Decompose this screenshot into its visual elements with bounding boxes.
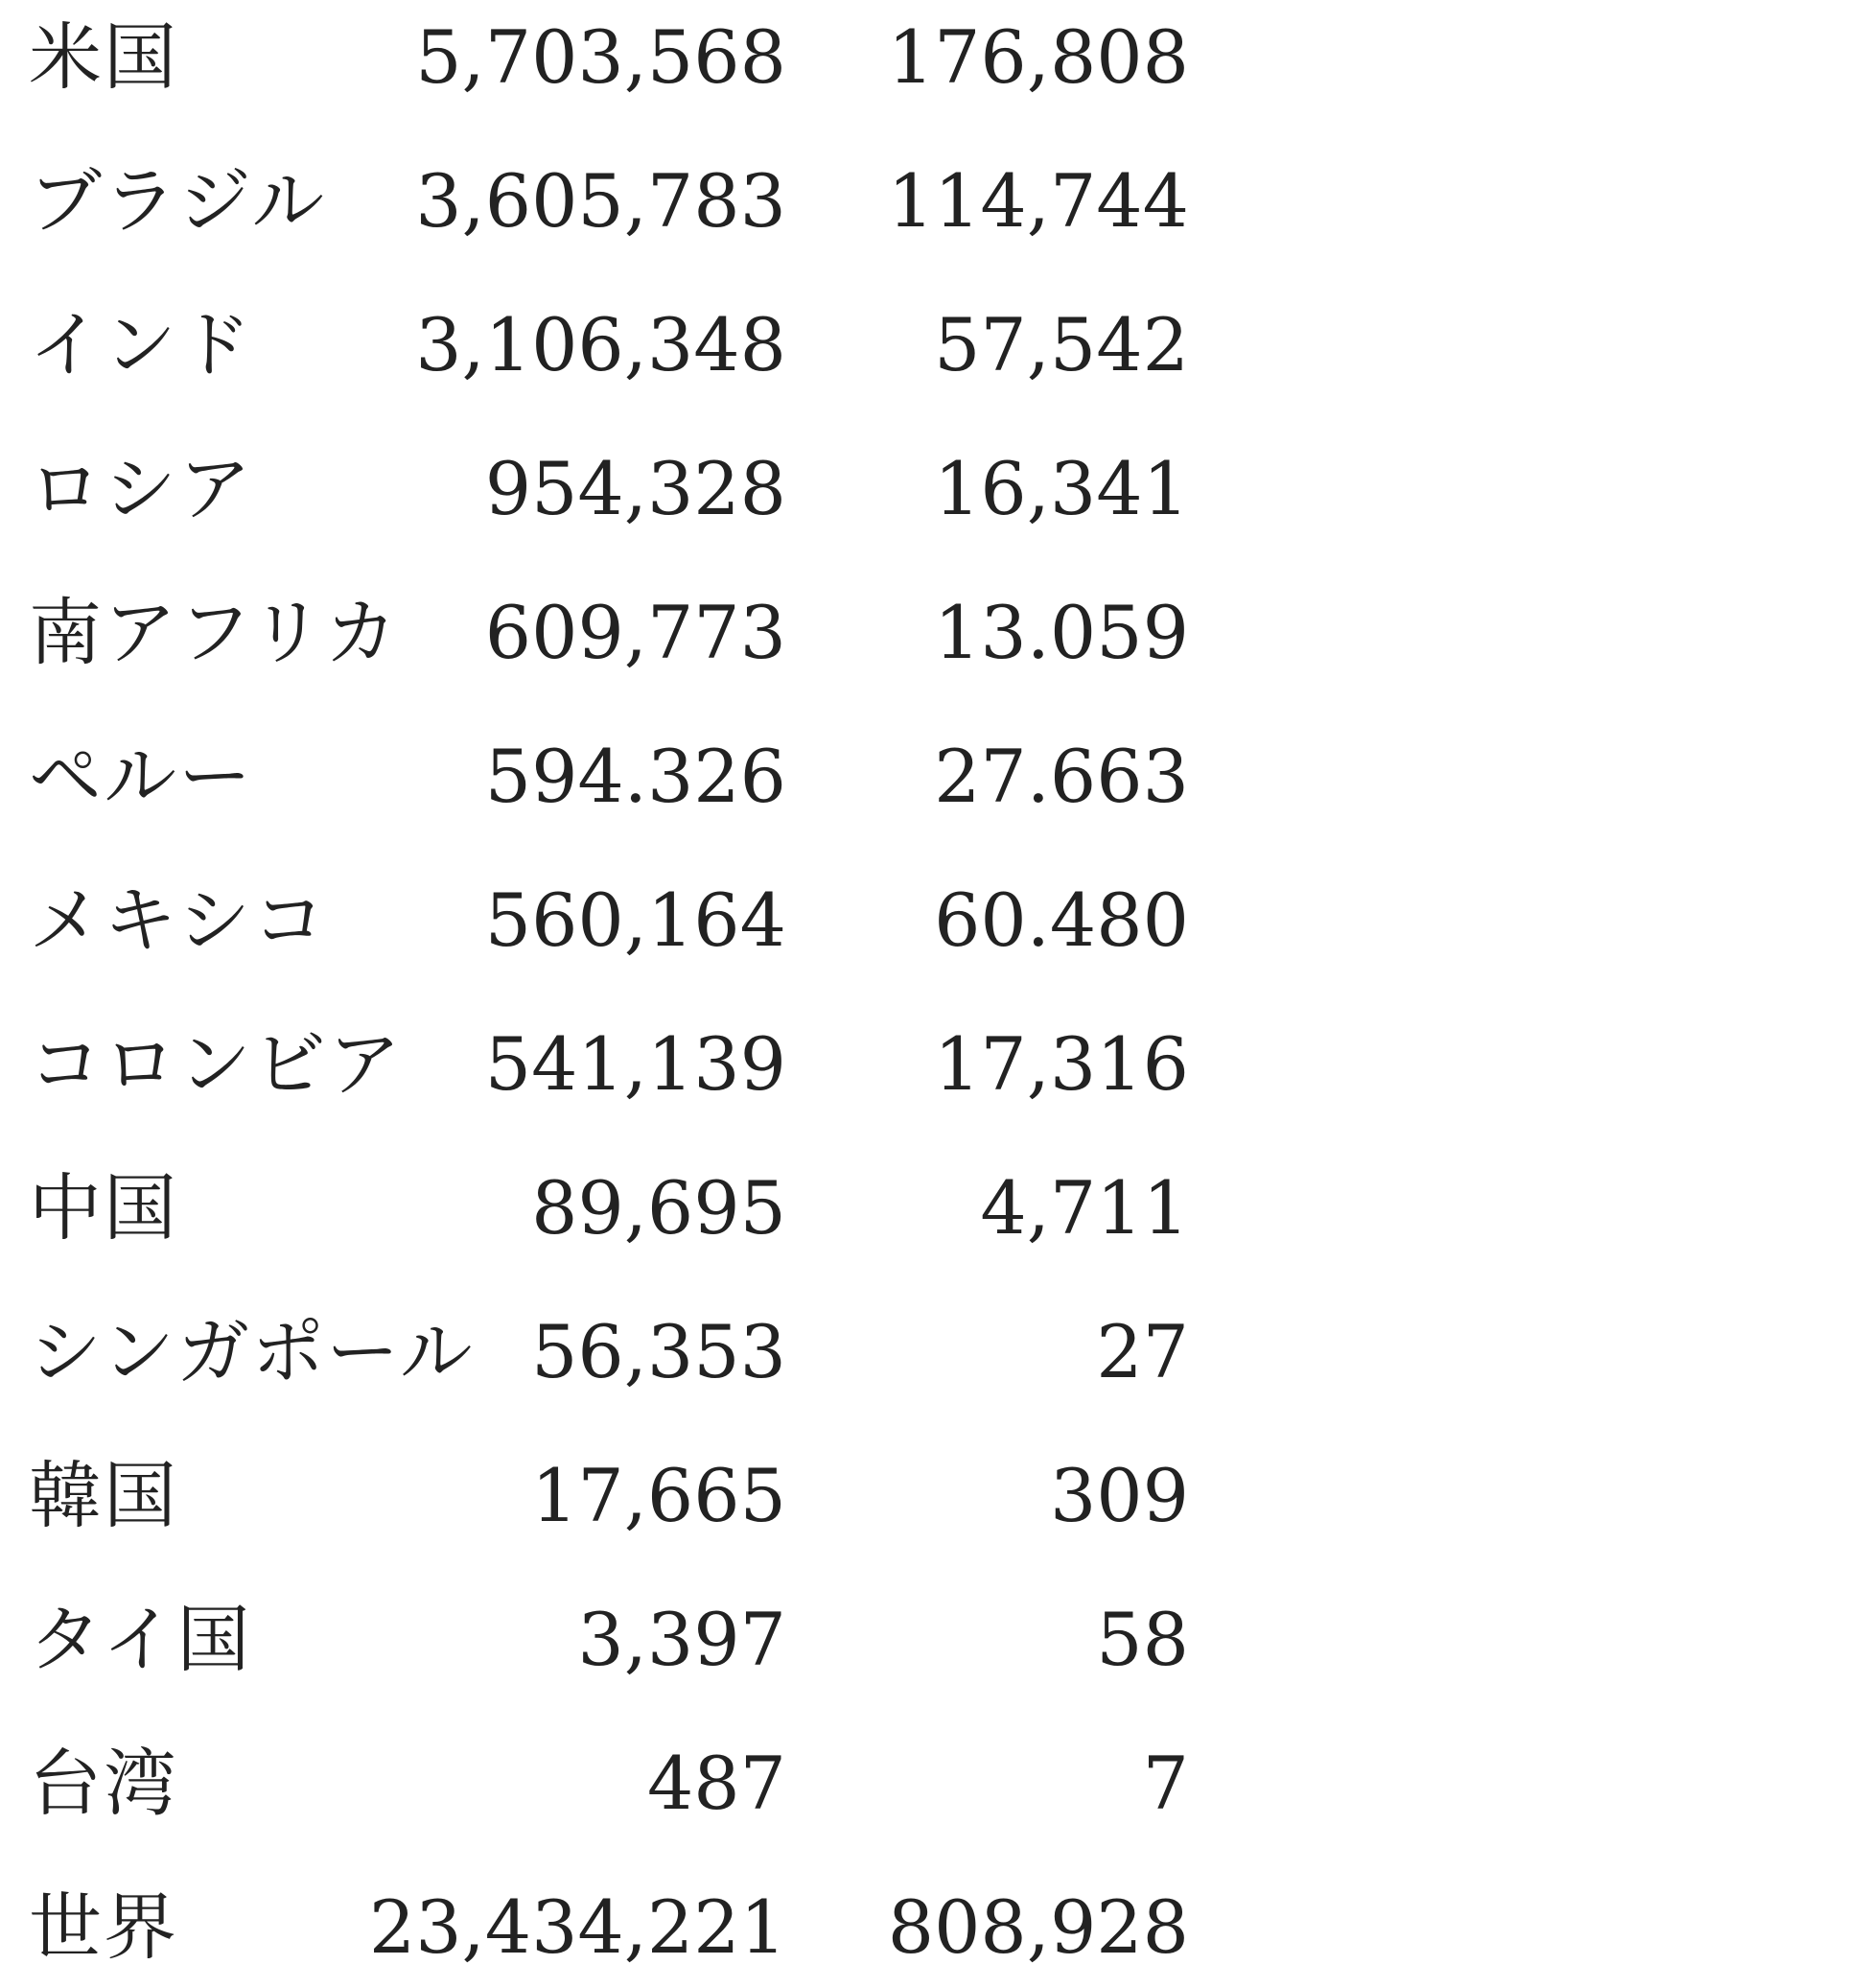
table-row bbox=[0, 1295, 1247, 1410]
cases-value: 594.326 bbox=[484, 734, 786, 819]
deaths-value: 309 bbox=[1049, 1453, 1189, 1538]
cases-value: 17,665 bbox=[531, 1453, 786, 1538]
cases-value: 560,164 bbox=[484, 877, 786, 963]
country-name: コロンビア bbox=[29, 1021, 403, 1107]
cases-value: 954,328 bbox=[484, 446, 786, 531]
deaths-value: 27.663 bbox=[934, 734, 1189, 819]
cases-value: 3,397 bbox=[577, 1597, 786, 1682]
country-name: メキシコ bbox=[29, 877, 328, 963]
table-row bbox=[0, 1582, 1247, 1697]
country-name: ペルー bbox=[29, 734, 253, 819]
country-name: ロシア bbox=[29, 446, 253, 531]
cases-value: 3,605,783 bbox=[415, 158, 786, 244]
cases-value: 3,106,348 bbox=[415, 302, 786, 387]
country-name: 中国 bbox=[29, 1165, 178, 1251]
table-row bbox=[0, 1726, 1247, 1841]
deaths-value: 4,711 bbox=[980, 1165, 1189, 1251]
deaths-value: 16,341 bbox=[934, 446, 1189, 531]
table-row bbox=[0, 1438, 1247, 1554]
country-name: 世界 bbox=[29, 1884, 178, 1970]
deaths-value: 808,928 bbox=[887, 1884, 1189, 1970]
deaths-value: 13.059 bbox=[934, 590, 1189, 675]
cases-value: 609,773 bbox=[484, 590, 786, 675]
country-name: シンガポール bbox=[29, 1309, 475, 1394]
cases-value: 89,695 bbox=[531, 1165, 786, 1251]
table-row bbox=[0, 575, 1247, 690]
deaths-value: 7 bbox=[1142, 1741, 1189, 1826]
deaths-value: 27 bbox=[1096, 1309, 1189, 1394]
table-row-total bbox=[0, 1870, 1247, 1985]
deaths-value: 114,744 bbox=[887, 158, 1189, 244]
deaths-value: 17,316 bbox=[934, 1021, 1189, 1107]
table-row bbox=[0, 432, 1247, 547]
country-name: インド bbox=[29, 302, 253, 387]
cases-value: 56,353 bbox=[531, 1309, 786, 1394]
country-name: ブラジル bbox=[29, 158, 327, 244]
cases-value: 23,434,221 bbox=[368, 1884, 786, 1970]
table-row bbox=[0, 719, 1247, 834]
cases-value: 541,139 bbox=[484, 1021, 786, 1107]
table-row bbox=[0, 288, 1247, 403]
country-name: 台湾 bbox=[29, 1741, 178, 1826]
cases-value: 5,703,568 bbox=[415, 14, 786, 100]
country-name: タイ国 bbox=[29, 1597, 252, 1682]
table-row bbox=[0, 863, 1247, 978]
cases-value: 487 bbox=[646, 1741, 786, 1826]
table-row bbox=[0, 0, 1247, 115]
deaths-value: 57,542 bbox=[934, 302, 1189, 387]
table-row bbox=[0, 144, 1247, 259]
deaths-value: 176,808 bbox=[887, 14, 1189, 100]
country-name: 米国 bbox=[29, 14, 178, 100]
table-row bbox=[0, 1007, 1247, 1122]
deaths-value: 58 bbox=[1096, 1597, 1189, 1682]
table-row bbox=[0, 1151, 1247, 1266]
deaths-value: 60.480 bbox=[934, 877, 1189, 963]
country-name: 南アフリカ bbox=[29, 590, 400, 675]
country-name: 韓国 bbox=[29, 1453, 178, 1538]
